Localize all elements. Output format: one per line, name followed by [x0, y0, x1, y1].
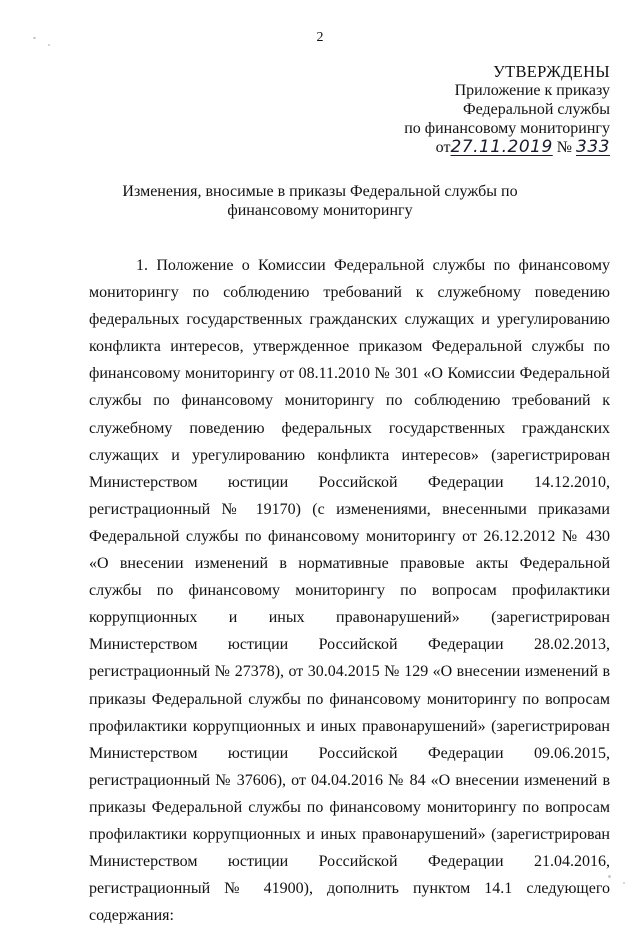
scan-speck	[623, 882, 625, 884]
number-prefix: №	[556, 139, 573, 156]
approval-stamp-block	[310, 62, 610, 157]
date-prefix: от	[435, 139, 451, 156]
scan-speck	[33, 37, 36, 39]
approved-heading: УТВЕРЖДЕНЫ	[493, 62, 610, 81]
document-body	[89, 252, 610, 929]
page-number: 2	[316, 30, 324, 45]
approval-line-agency-cont: по финансовому мониторингу	[404, 120, 610, 137]
handwritten-date: 27.11.2019	[450, 137, 553, 157]
scan-speck	[608, 875, 611, 878]
document-title: Изменения, вносимые в приказы Федеральной службы по финансовому мониторингу	[122, 183, 518, 219]
handwritten-order-number: 333	[576, 137, 610, 157]
scan-speck	[48, 44, 50, 46]
approval-line-agency: Федеральной службы	[462, 101, 610, 118]
paragraph-1: 1. Положение о Комиссии Федеральной службы по финансовому мониторингу по соблюдению требований к служебному поведению федеральных государственных гражданских служащих и урегулированию конфликта интересов, утвержденное приказом Федеральной службы по финансовому мониторингу от 08.11.2010 № 301 «О Комиссии Федеральной службы по финансовому мониторингу по соблюдению требований к служебному поведению федеральных государственных гражданских служащих и урегулированию конфликта интересов» (зарегистрирован Министерством юстиции Российской Федерации 14.12.2010, регистрационный № 19170) (с изменениями, внесенными приказами Федеральной службы по финансовому мониторингу от 26.12.2012 № 430 «О внесении изменений в нормативные правовые акты Федеральной службы по финансовому мониторингу по вопросам профилактики коррупционных и иных правонарушений» (зарегистрирован Министерством юстиции Российской Федерации 28.02.2013, регистрационный № 27378), от 30.04.2015 № 129 «О внесении изменений в приказы Федеральной службы по финансовому мониторингу по вопросам профилактики коррупционных и иных правонарушений» (зарегистрирован Министерством юстиции Российской Федерации 09.06.2015, регистрационный № 37606), от 04.04.2016 № 84 «О внесении изменений в приказы Федеральной службы по финансовому мониторингу по вопросам профилактики коррупционных и иных правонарушений» (зарегистрирован Министерством юстиции Российской Федерации 21.04.2016, регистрационный № 41900), дополнить пунктом 14.1 следующего содержания:	[89, 257, 610, 925]
approval-line-appendix: Приложение к приказу	[454, 82, 610, 99]
approval-date-line	[310, 138, 610, 157]
